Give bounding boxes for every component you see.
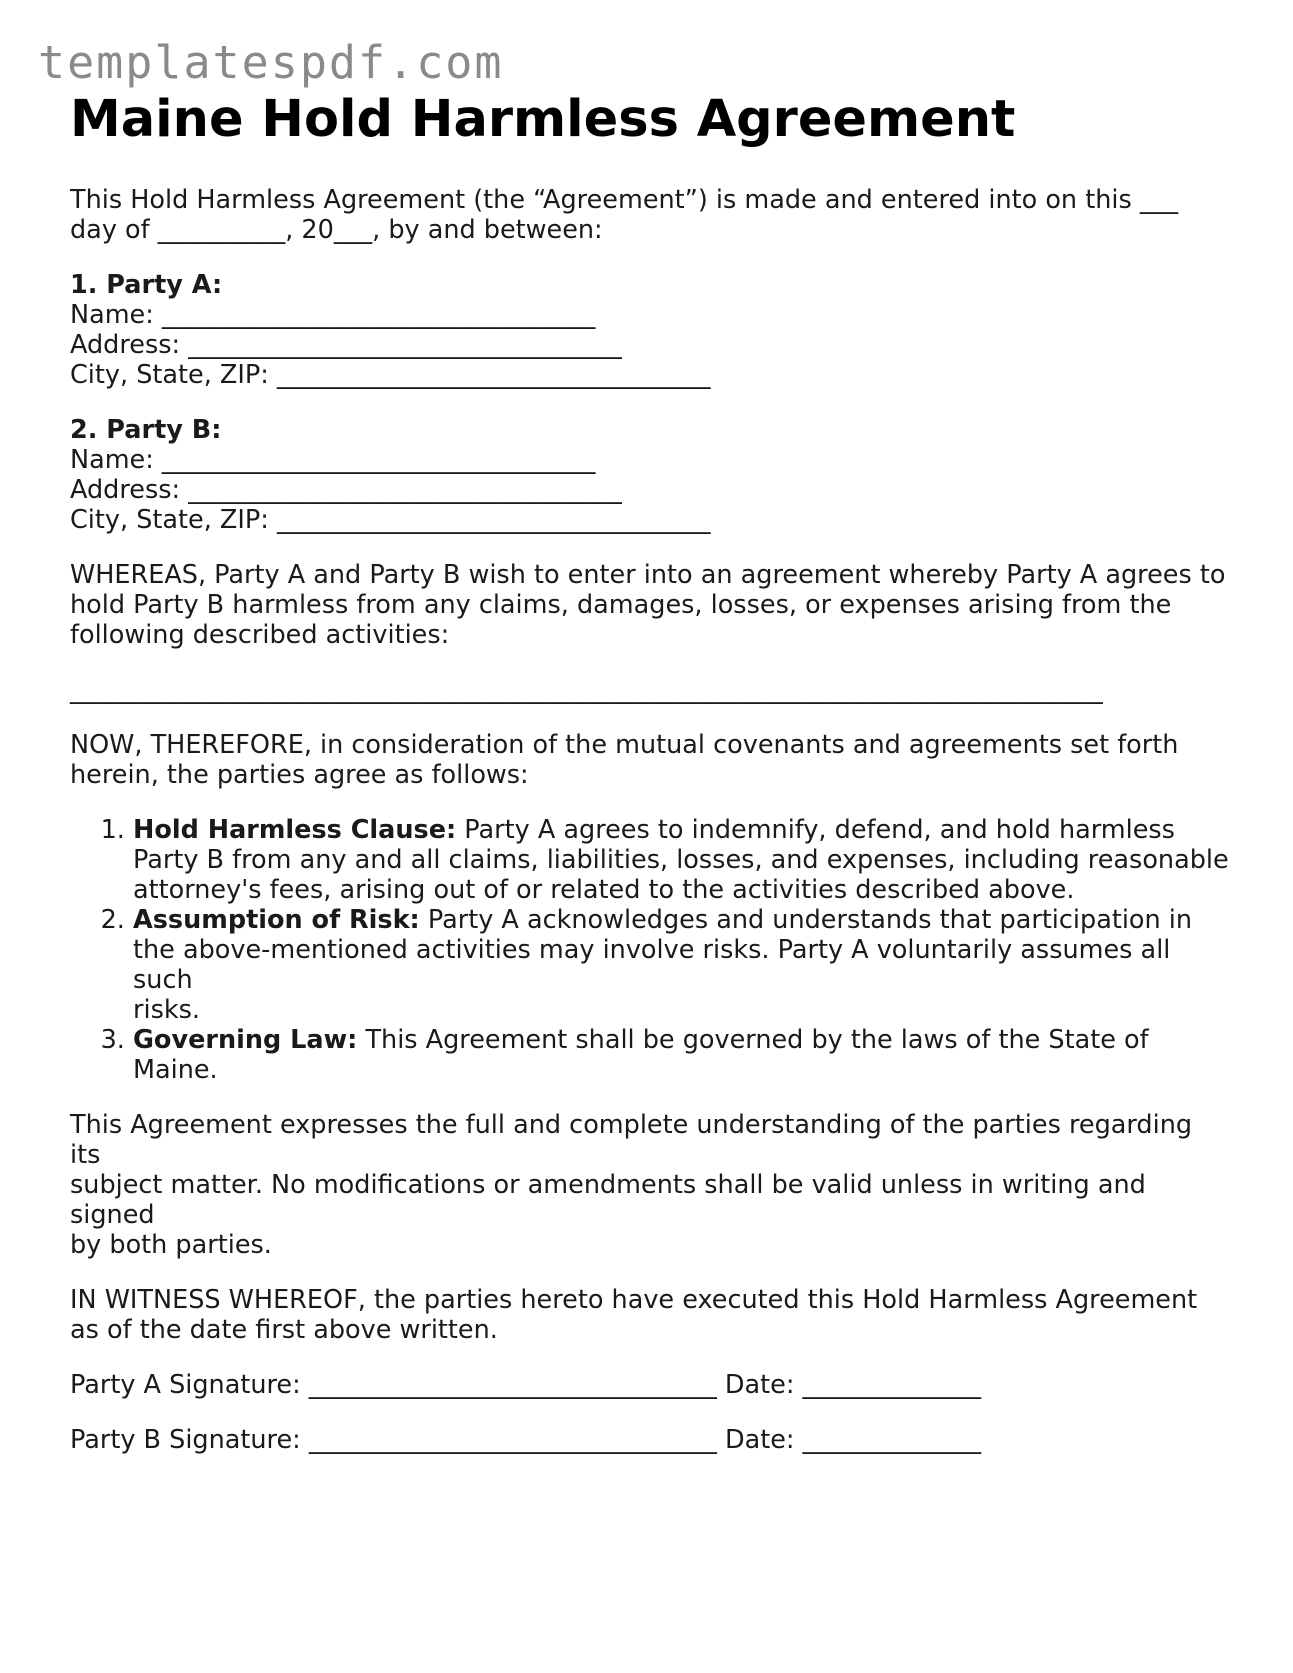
clause-heading: Hold Harmless Clause: [133,815,457,845]
entire-agreement-paragraph [70,1110,1230,1260]
clause-governing-law [133,1025,1230,1085]
party-b-heading: 2. Party B: [70,415,222,445]
party-a-signature-line[interactable]: Party A Signature: ________________________________ Date: ______________ [70,1370,982,1400]
now-therefore-paragraph [70,730,1230,790]
party-b-address-field[interactable]: Address: __________________________________ [70,475,622,505]
intro-line: This Hold Harmless Agreement (the “Agreement”) is made and entered into on this ___ [70,185,1179,215]
party-a-city-state-zip-field[interactable]: City, State, ZIP: __________________________________ [70,360,711,390]
whereas-line: hold Party B harmless from any claims, damages, losses, or expenses arising from the [70,590,1172,620]
clause-text: risks. [133,995,201,1025]
clause-heading: Assumption of Risk: [133,905,420,935]
party-b-signature-line[interactable]: Party B Signature: ________________________________ Date: ______________ [70,1425,982,1455]
party-a-block [70,270,1230,390]
intro-line: day of __________, 20___, by and between: [70,215,603,245]
party-a-name-field[interactable]: Name: __________________________________ [70,300,596,330]
clause-text: Maine. [133,1055,218,1085]
party-a-address-field[interactable]: Address: __________________________________ [70,330,622,360]
clause-hold-harmless [133,815,1230,905]
now-therefore-line: NOW, THEREFORE, in consideration of the mutual covenants and agreements set forth [70,730,1179,760]
watermark-text: templatespdf.com [38,36,504,89]
document-page [70,90,1230,1455]
entire-agreement-line: subject matter. No modifications or amendments shall be valid unless in writing and signed [70,1170,1146,1230]
witness-line: IN WITNESS WHEREOF, the parties hereto have executed this Hold Harmless Agreement [70,1285,1198,1315]
clauses-list [70,815,1230,1085]
intro-paragraph [70,185,1230,245]
entire-agreement-line: by both parties. [70,1230,272,1260]
clause-text: attorney's fees, arising out of or related to the activities described above. [133,875,1075,905]
clause-text: Party B from any and all claims, liabilities, losses, and expenses, including reasonable [133,845,1229,875]
clause-heading: Governing Law: [133,1025,358,1055]
whereas-line: following described activities: [70,620,450,650]
party-b-city-state-zip-field[interactable]: City, State, ZIP: __________________________________ [70,505,711,535]
party-b-block [70,415,1230,535]
document-title: Maine Hold Harmless Agreement [70,90,1016,149]
witness-paragraph [70,1285,1230,1345]
clause-text: Party A agrees to indemnify, defend, and hold harmless [456,815,1175,845]
now-therefore-line: herein, the parties agree as follows: [70,760,529,790]
clause-assumption-of-risk [133,905,1230,1025]
party-a-heading: 1. Party A: [70,270,223,300]
witness-line: as of the date first above written. [70,1315,498,1345]
party-b-name-field[interactable]: Name: __________________________________ [70,445,596,475]
clause-text: Party A acknowledges and understands that participation in [419,905,1193,935]
entire-agreement-line: This Agreement expresses the full and complete understanding of the parties regarding its [70,1110,1193,1170]
whereas-line: WHEREAS, Party A and Party B wish to enter into an agreement whereby Party A agrees to [70,560,1226,590]
activities-description-field[interactable]: _________________________________________________________________________________ [70,675,1103,705]
clause-text: the above-mentioned activities may involve risks. Party A voluntarily assumes all such [133,935,1171,995]
clause-text: This Agreement shall be governed by the laws of the State of [357,1025,1149,1055]
whereas-paragraph [70,560,1230,650]
